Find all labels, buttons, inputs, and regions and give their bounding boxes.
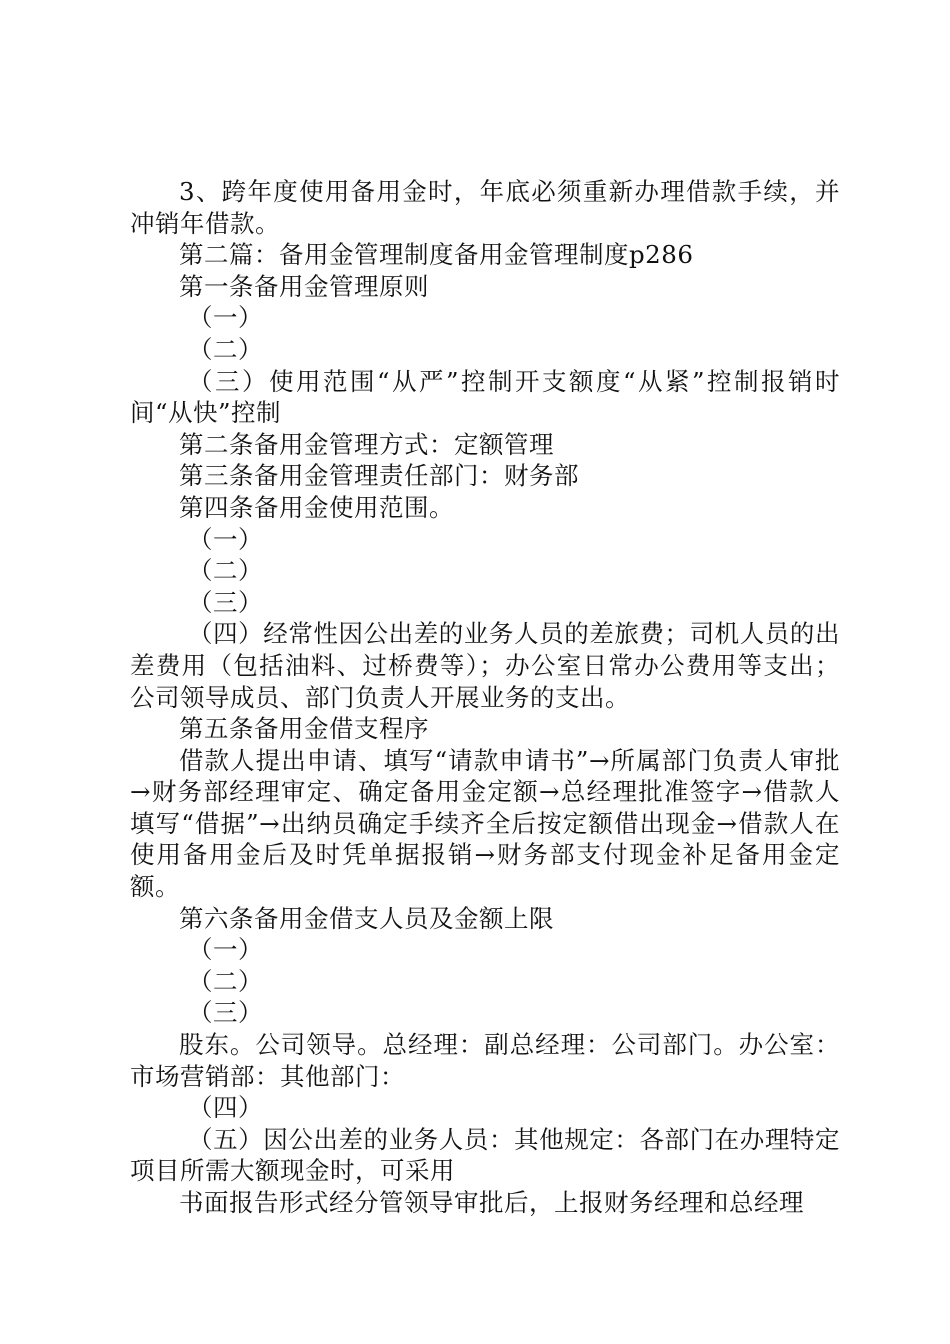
paragraph-item: （三） [188,587,263,617]
document-body [130,176,840,1219]
paragraph-item: （二） [188,556,263,586]
paragraph-item: （二） [188,334,263,364]
paragraph-item-usage-scope: （三）使用范围“从严”控制开支额度“从紧”控制报销时间“从快”控制 [130,366,840,428]
paragraph-item-travel-expenses: （四）经常性因公出差的业务人员的差旅费；司机人员的出差费用（包括油料、过桥费等）；办公室日常办公费用等支出；公司领导成员、部门负责人开展业务的支出。 [130,619,840,712]
paragraph-item: （四） [188,1093,263,1123]
paragraph-article-2: 第二条备用金管理方式：定额管理 [179,429,554,459]
paragraph-personnel-list: 股东。公司领导。总经理：副总经理：公司部门。办公室：市场营销部：其他部门： [130,1030,840,1091]
paragraph-article-6: 第六条备用金借支人员及金额上限 [179,903,554,933]
paragraph-article-5: 第五条备用金借支程序 [179,714,429,744]
paragraph-item: （三） [188,998,263,1028]
paragraph-item: （一） [188,303,263,333]
paragraph-article-4: 第四条备用金使用范围。 [179,492,454,522]
paragraph-cross-year: 3、跨年度使用备用金时，年底必须重新办理借款手续，并冲销年借款。 [130,177,840,238]
paragraph-item: （一） [188,524,263,554]
paragraph-chapter-two-title: 第二篇：备用金管理制度备用金管理制度p286 [179,240,694,270]
paragraph-item: （一） [188,935,263,965]
paragraph-written-report: 书面报告形式经分管领导审批后，上报财务经理和总经理 [179,1188,804,1217]
paragraph-article-1: 第一条备用金管理原则 [179,271,429,301]
paragraph-item-other-rules: （五）因公出差的业务人员：其他规定：各部门在办理特定项目所需大额现金时，可采用 [130,1124,840,1186]
paragraph-article-3: 第三条备用金管理责任部门：财务部 [179,461,579,491]
paragraph-item: （二） [188,966,263,996]
paragraph-borrowing-procedure: 借款人提出申请、填写“请款申请书”→所属部门负责人审批→财务部经理审定、确定备用金定额→总经理批准签字→借款人填写“借据”→出纳员确定手续齐全后按定额借出现金→借款人在使用备用金后及时凭单据报销→财务部支付现金补足备用金定额。 [130,745,840,902]
